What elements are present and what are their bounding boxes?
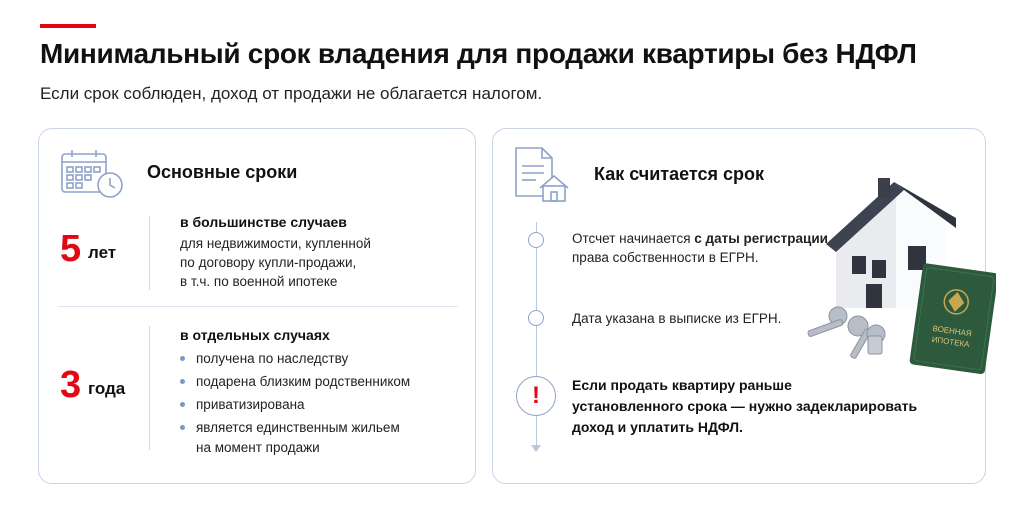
case-item-text: приватизирована — [196, 397, 305, 412]
case-item — [178, 395, 410, 415]
title-accent-bar — [40, 24, 96, 28]
term-calc-title: Как считается срок — [594, 164, 764, 184]
timeline-step-marker — [528, 232, 544, 248]
term-five-line-2: по договору купли-продажи, — [180, 255, 357, 270]
term-three-heading: в отдельных случаях — [180, 327, 330, 343]
warning-marker — [516, 376, 556, 416]
passport-label-2: ИПОТЕКА — [931, 334, 971, 350]
term-five-heading: в большинстве случаев — [180, 214, 347, 230]
passport-icon — [909, 263, 996, 375]
step-1-bold: с даты регистрации — [694, 231, 828, 246]
case-item-text-cont: на момент продажи — [196, 440, 320, 455]
main-terms-title: Основные сроки — [147, 162, 298, 182]
house-keys-passport-illustration — [796, 168, 996, 380]
step-1-prefix: Отсчет начинается — [572, 231, 695, 246]
term-five-line-1: для недвижимости, купленной — [180, 236, 371, 251]
calendar-clock-icon — [60, 148, 126, 200]
term-five-unit: лет — [88, 243, 117, 262]
page-subtitle: Если срок соблюден, доход от продажи не облагается налогом. — [40, 84, 543, 103]
bullet-dot — [180, 402, 185, 407]
case-item-text: подарена близким родственником — [196, 374, 411, 389]
warning-line-3: доход и уплатить НДФЛ. — [572, 419, 743, 435]
term-three-number: 3 — [60, 364, 82, 406]
term-five-divider — [149, 216, 150, 290]
term-three-unit: года — [88, 379, 126, 398]
timeline-step-2: Дата указана в выписке из ЕГРН. — [572, 311, 782, 326]
passport-label-1: ВОЕННАЯ — [932, 323, 973, 339]
warning-line-1: Если продать квартиру раньше — [572, 377, 792, 393]
case-item-text: получена по наследству — [196, 351, 349, 366]
bullet-dot — [180, 425, 185, 430]
timeline-step-marker — [528, 310, 544, 326]
timeline-arrow-icon — [531, 445, 541, 452]
keys-icon — [807, 307, 885, 359]
terms-separator — [58, 306, 458, 307]
term-five-number: 5 — [60, 228, 82, 270]
bullet-dot — [180, 379, 185, 384]
bullet-dot — [180, 356, 185, 361]
term-three-cases-list — [178, 349, 410, 461]
case-item-text: является единственным жильем — [196, 420, 400, 435]
term-three-divider — [149, 326, 150, 450]
case-item — [178, 349, 410, 369]
document-house-icon — [512, 146, 572, 204]
term-five-line-3: в т.ч. по военной ипотеке — [180, 274, 338, 289]
case-item — [178, 372, 410, 392]
page-title: Минимальный срок владения для продажи квартиры без НДФЛ — [40, 38, 917, 69]
exclamation-icon: ! — [532, 382, 540, 409]
timeline-step-1 — [572, 229, 828, 249]
case-item — [178, 418, 410, 458]
timeline-step-1-line-2: права собственности в ЕГРН. — [572, 250, 759, 265]
warning-line-2: установленного срока — нужно задекларировать — [572, 398, 918, 414]
